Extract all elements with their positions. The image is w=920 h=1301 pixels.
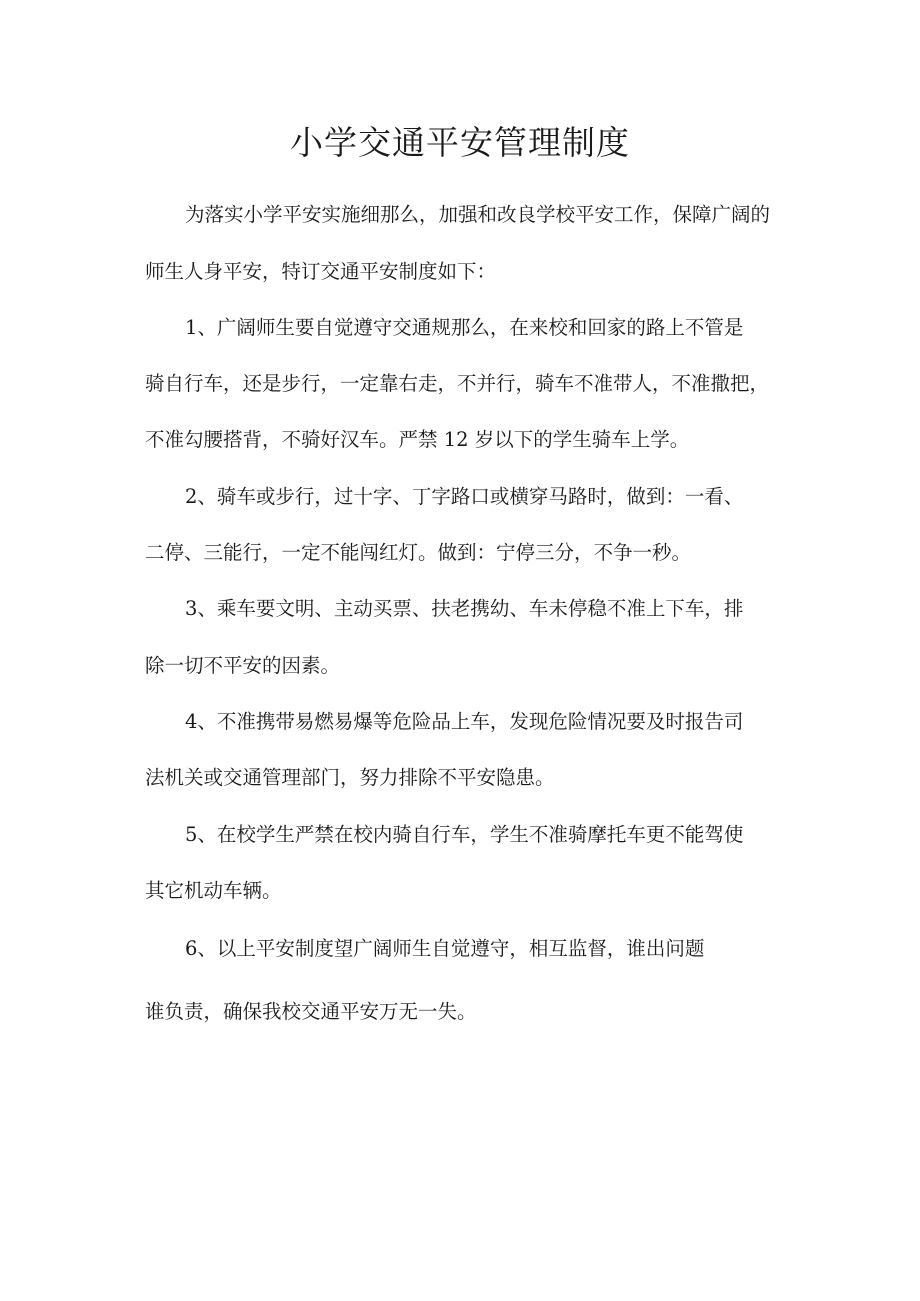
rule-1-line-1: 1、广阔师生要自觉遵守交通规那么，在来校和回家的路上不管是	[185, 316, 744, 339]
intro-line-2: 师生人身平安，特订交通平安制度如下：	[145, 260, 497, 283]
rule-4-line-1: 4、不准携带易燃易爆等危险品上车，发现危险情况要及时报告司	[185, 710, 744, 733]
rule-2-line-2: 二停、三能行，一定不能闯红灯。做到：宁停三分，不争一秒。	[145, 541, 692, 564]
rule-1-line-3: 不准勾腰搭背，不骑好汉车。严禁 12 岁以下的学生骑车上学。	[145, 428, 690, 451]
rule-4-line-2: 法机关或交通管理部门，努力排除不平安隐患。	[145, 766, 555, 789]
rule-1-line-2: 骑自行车，还是步行，一定靠右走，不并行，骑车不准带人，不准撒把，	[145, 372, 770, 395]
rule-6-line-1: 6、以上平安制度望广阔师生自觉遵守，相互监督，谁出问题	[185, 937, 705, 960]
rule-3-line-2: 除一切不平安的因素。	[145, 654, 341, 677]
rule-2-line-1: 2、骑车或步行，过十字、丁字路口或横穿马路时，做到：一看、	[185, 485, 744, 508]
rule-5-line-1: 5、在校学生严禁在校内骑自行车，学生不准骑摩托车更不能驾使	[185, 823, 744, 846]
rule-5-line-2: 其它机动车辆。	[145, 879, 282, 902]
rule-3-line-1: 3、乘车要文明、主动买票、扶老携幼、车未停稳不准上下车，排	[185, 597, 744, 620]
intro-line-1: 为落实小学平安实施细那么，加强和改良学校平安工作，保障广阔的	[185, 203, 771, 226]
document-title: 小学交通平安管理制度	[290, 123, 630, 162]
rule-6-line-2: 谁负责，确保我校交通平安万无一失。	[145, 1000, 477, 1023]
